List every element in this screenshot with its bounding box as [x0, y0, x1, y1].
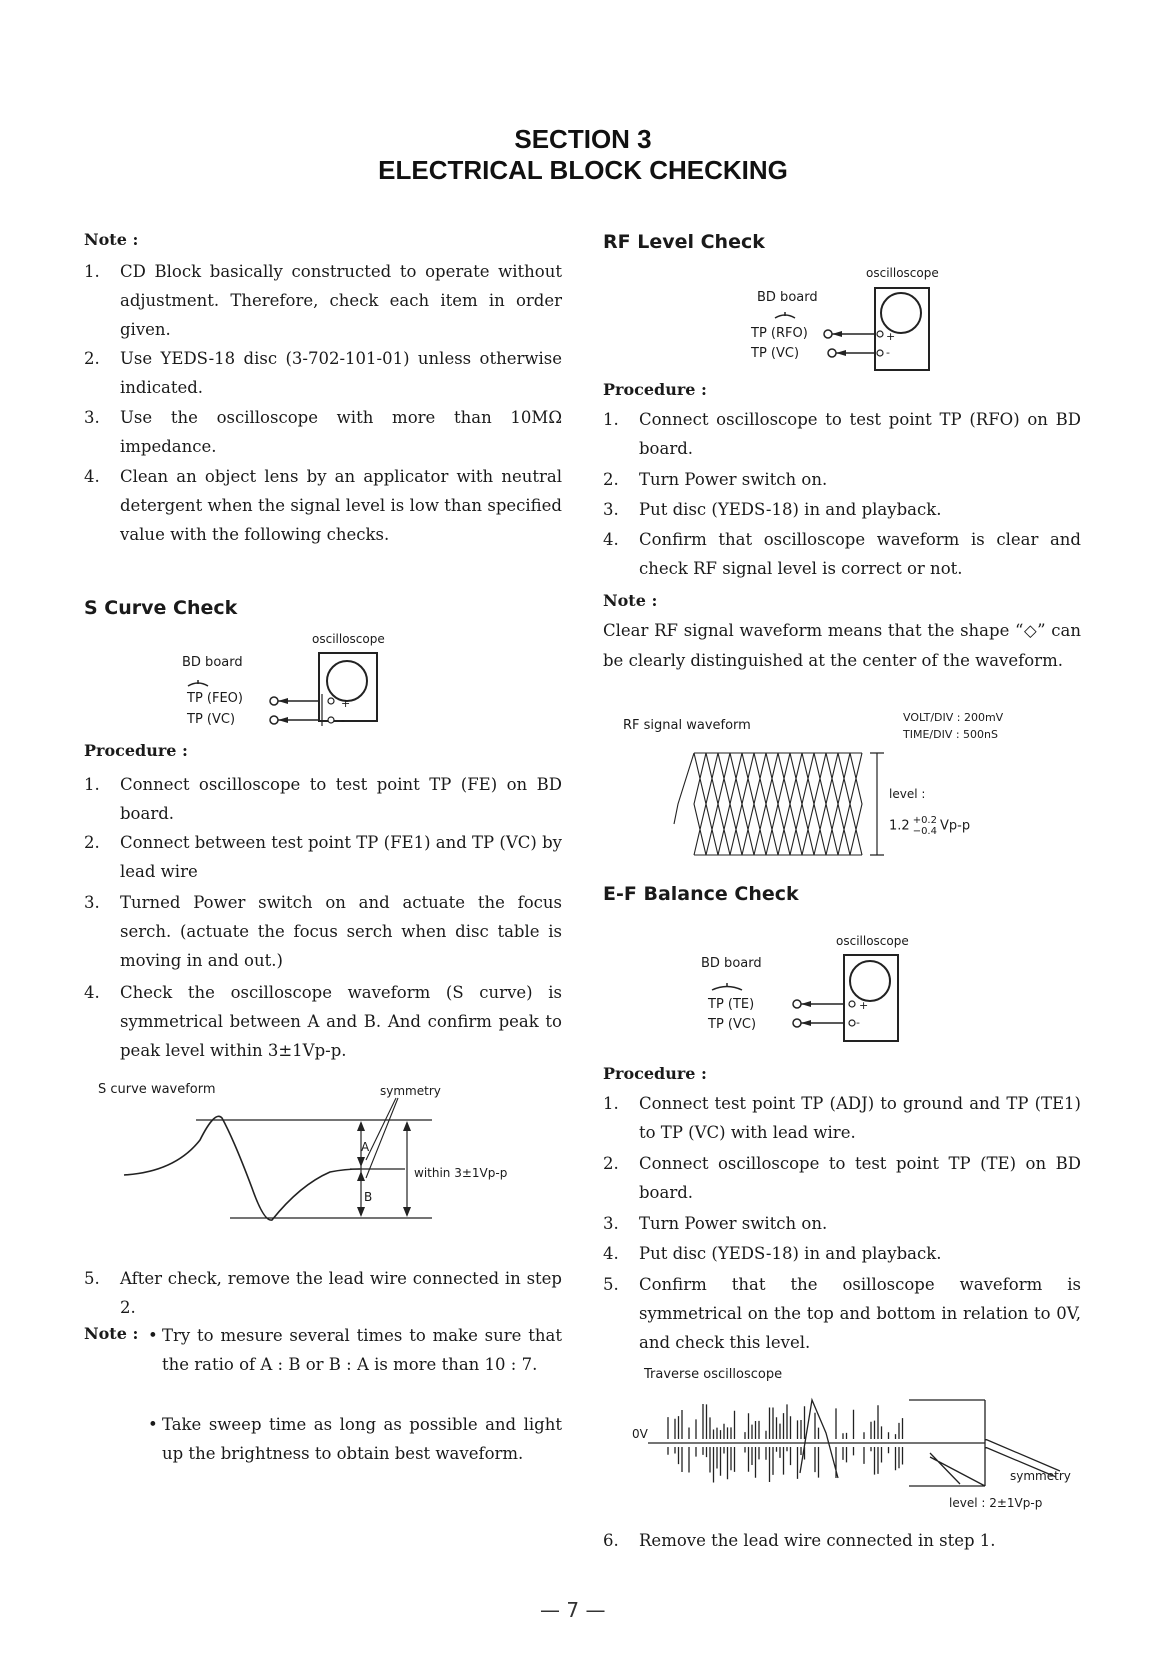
tp-label: TP (VC) [751, 346, 800, 361]
symmetry-label: symmetry [380, 1084, 441, 1098]
plus-sign: + [859, 999, 869, 1012]
procedure-step: 2. Turn Power switch on. [603, 470, 828, 489]
volt-div-label: VOLT/DIV : 200mV [903, 711, 1004, 724]
procedure-step: 5. Confirm that the osilloscope waveform is symmetrical on the top and bottom in relation to 0V, and check this level. [603, 1275, 1081, 1352]
procedure-step: 5. After check, remove the lead wire connected in step 2. [84, 1269, 562, 1317]
note-bullet: • Take sweep time as long as possible and light up the brightness to obtain best waveform. [148, 1415, 562, 1463]
waveform-label: Traverse oscilloscope [644, 1367, 783, 1382]
procedure-step: 1. Connect test point TP (ADJ) to ground and TP (TE1) to TP (VC) with lead wire. [603, 1094, 1081, 1142]
tp-label: TP (VC) [187, 712, 236, 727]
zero-volt-label: 0V [632, 1427, 648, 1441]
minus-sign: - [856, 1016, 860, 1029]
procedure-step: 1. Connect oscilloscope to test point TP (RFO) on BD board. [603, 410, 1081, 458]
section-number: SECTION 3 [514, 124, 652, 154]
note-bullet: • Try to mesure several times to make sure that the ratio of A : B or B : A is more than 10 : 7. [148, 1326, 562, 1374]
level-label: level : [889, 787, 926, 801]
plus-sign: + [341, 697, 351, 710]
procedure-step: 2. Connect oscilloscope to test point TP (TE) on BD board. [603, 1154, 1081, 1202]
note-item: 4. Clean an object lens by an applicator with neutral detergent when the signal level is low than specified value with the following checks. [84, 467, 562, 544]
a-label: A [361, 1140, 370, 1154]
scope-label: oscilloscope [836, 934, 909, 948]
page-number: — 7 — [540, 1598, 606, 1622]
procedure-step: 4. Check the oscilloscope waveform (S curve) is symmetrical between A and B. And confirm peak to peak level within 3±1Vp-p. [84, 983, 562, 1060]
symmetry-label: symmetry [1010, 1469, 1071, 1483]
waveform-label: RF signal waveform [623, 718, 751, 733]
scope-label: oscilloscope [866, 266, 939, 280]
level-value: 1.2 +0.2 −0.4 Vp-p [889, 815, 971, 837]
board-label: BD board [701, 956, 762, 971]
procedure-label: Procedure : [603, 1064, 707, 1083]
procedure-step: 3. Turn Power switch on. [603, 1214, 828, 1233]
time-div-label: TIME/DIV : 500nS [903, 728, 998, 741]
waveform-label: S curve waveform [98, 1082, 216, 1097]
b-label: B [364, 1190, 373, 1204]
note-item: 1. CD Block basically constructed to operate without adjustment. Therefore, check each item in order given. [84, 262, 562, 339]
traverse-trace [648, 1400, 1060, 1486]
note-item: 2. Use YEDS-18 disc (3-702-101-01) unless otherwise indicated. [84, 349, 562, 397]
ef-balance-heading: E-F Balance Check [603, 883, 799, 905]
procedure-step: 3. Turned Power switch on and actuate the focus serch. (actuate the focus serch when disc table is moving in and out.) [84, 893, 562, 970]
tp-label: TP (FEO) [187, 691, 243, 706]
procedure-step: 3. Put disc (YEDS-18) in and playback. [603, 500, 942, 519]
note-label: Note : [603, 591, 658, 610]
procedure-step: 6. Remove the lead wire connected in step 1. [603, 1531, 996, 1550]
board-label: BD board [757, 290, 818, 305]
rf-note-text: Clear RF signal waveform means that the shape “◇” can be clearly distinguished at the center of the waveform. [603, 621, 1081, 670]
tp-label: TP (RFO) [751, 326, 808, 341]
section-title: ELECTRICAL BLOCK CHECKING [378, 155, 788, 185]
s-curve-heading: S Curve Check [84, 597, 238, 619]
procedure-label: Procedure : [84, 741, 188, 760]
procedure-label: Procedure : [603, 380, 707, 399]
procedure-step: 1. Connect oscilloscope to test point TP (FE) on BD board. [84, 775, 562, 823]
tp-label: TP (VC) [708, 1017, 757, 1032]
procedure-step: 4. Put disc (YEDS-18) in and playback. [603, 1244, 942, 1263]
minus-sign: - [886, 346, 890, 359]
notes-label: Note : [84, 230, 139, 249]
level-label: level : 2±1Vp-p [949, 1496, 1043, 1510]
procedure-step: 2. Connect between test point TP (FE1) and TP (VC) by lead wire [84, 833, 562, 881]
note-label: Note : [84, 1324, 139, 1343]
rf-level-heading: RF Level Check [603, 231, 765, 253]
within-label: within 3±1Vp-p [414, 1166, 508, 1180]
plus-sign: + [886, 330, 896, 343]
board-label: BD board [182, 655, 243, 670]
note-item: 3. Use the oscilloscope with more than 10MΩ impedance. [84, 408, 562, 456]
minus-sign: - [341, 714, 345, 727]
scope-label: oscilloscope [312, 632, 385, 646]
procedure-step: 4. Confirm that oscilloscope waveform is clear and check RF signal level is correct or not. [603, 530, 1081, 578]
tp-label: TP (TE) [708, 997, 755, 1012]
